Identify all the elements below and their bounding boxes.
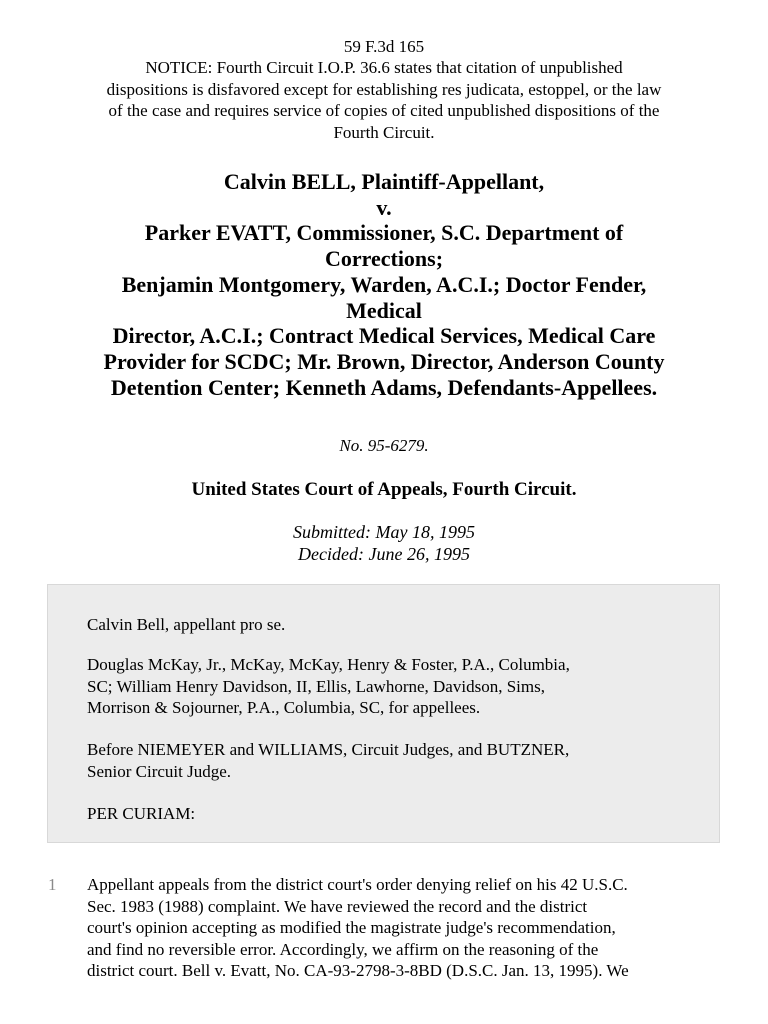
unpublished-notice [56, 57, 712, 143]
notice-line: of the case and requires service of copies of cited unpublished dispositions of the [108, 101, 660, 120]
caption-line: Detention Center; Kenneth Adams, Defendants-Appellees. [110, 374, 658, 400]
per-curiam-label: PER CURIAM: [87, 804, 196, 823]
caption-line: Calvin BELL, Plaintiff-Appellant, [223, 169, 545, 194]
opinion-line: and find no reversible error. Accordingly, we affirm on the reasoning of the [87, 939, 599, 959]
opinion-line: Sec. 1983 (1988) complaint. We have reviewed the record and the district [87, 896, 588, 916]
counsel-line: SC; William Henry Davidson, II, Ellis, Lawhorne, Davidson, Sims, [87, 676, 545, 696]
docket-number: No. 95-6279. [339, 436, 429, 455]
case-caption [50, 169, 718, 400]
panel-line: Senior Circuit Judge. [87, 761, 232, 781]
counsel-line: Morrison & Sojourner, P.A., Columbia, SC, for appellees. [87, 698, 481, 717]
notice-line: dispositions is disfavored except for establishing res judicata, estoppel, or the law [106, 79, 662, 99]
counsel-line: Douglas McKay, Jr., McKay, McKay, Henry & Foster, P.A., Columbia, [87, 655, 570, 674]
panel-line: Before NIEMEYER and WILLIAMS, Circuit Judges, and BUTZNER, [87, 740, 570, 759]
submitted-date: Submitted: May 18, 1995 [293, 522, 475, 542]
opinion-line: court's opinion accepting as modified the magistrate judge's recommendation, [87, 918, 616, 937]
caption-line: Parker EVATT, Commissioner, S.C. Department of [144, 220, 624, 246]
paragraph-number: 1 [48, 875, 57, 894]
case-dates [0, 521, 768, 565]
case-citation: 59 F.3d 165 [343, 37, 425, 56]
opinion-line: district court. Bell v. Evatt, No. CA-93-2798-3-8BD (D.S.C. Jan. 13, 1995). We [87, 961, 629, 980]
notice-line: Fourth Circuit. [333, 122, 435, 142]
opinion-line: Appellant appeals from the district court's order denying relief on his 42 U.S.C. [87, 875, 628, 894]
caption-line: Corrections; [324, 246, 444, 272]
counsel-panel [47, 584, 720, 843]
caption-line: v. [376, 194, 392, 220]
notice-line: NOTICE: Fourth Circuit I.O.P. 36.6 states that citation of unpublished [145, 58, 623, 77]
opinion-paragraph [87, 874, 727, 982]
caption-line: Medical [346, 297, 422, 323]
judges-panel [87, 739, 687, 782]
court-name: United States Court of Appeals, Fourth Circuit. [191, 479, 577, 500]
caption-line: Provider for SCDC; Mr. Brown, Director, Anderson County [103, 348, 665, 374]
caption-line: Director, A.C.I.; Contract Medical Services, Medical Care [112, 323, 656, 349]
appellant-counsel: Calvin Bell, appellant pro se. [87, 615, 286, 634]
decided-date: Decided: June 26, 1995 [298, 544, 470, 564]
caption-line: Benjamin Montgomery, Warden, A.C.I.; Doctor Fender, [121, 271, 647, 297]
appellees-counsel [87, 654, 687, 719]
